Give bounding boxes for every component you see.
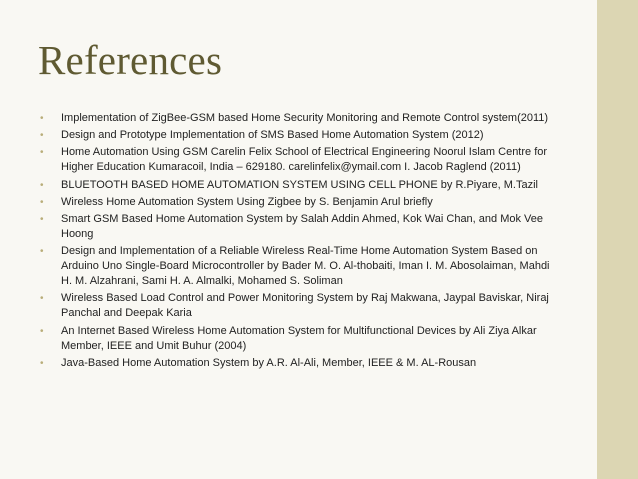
reference-text: An Internet Based Wireless Home Automation System for Multifunctional Devices by Ali Ziya Alkar Member, IEEE and Umit Buhur (2004) (61, 324, 537, 352)
reference-text: Wireless Home Automation System Using Zigbee by S. Benjamin Arul briefly (61, 195, 433, 208)
bullet-icon: • (40, 130, 44, 142)
reference-text: BLUETOOTH BASED HOME AUTOMATION SYSTEM USING CELL PHONE by R.Piyare, M.Tazil (61, 178, 538, 191)
bullet-icon: • (40, 293, 44, 305)
bullet-icon: • (40, 179, 44, 191)
reference-item (40, 111, 560, 126)
reference-item (40, 244, 560, 289)
reference-item (40, 324, 560, 354)
reference-text: Wireless Based Load Control and Power Monitoring System by Raj Makwana, Jaypal Baviskar, Niraj Panchal and Deepak Karia (61, 292, 549, 320)
accent-bar (597, 0, 638, 479)
bullet-icon: • (40, 246, 44, 258)
reference-item (40, 356, 560, 371)
reference-text: Implementation of ZigBee-GSM based Home Security Monitoring and Remote Control system(2011) (61, 112, 549, 124)
reference-item (40, 128, 560, 143)
reference-text: Java-Based Home Automation System by A.R. Al-Ali, Member, IEEE & M. AL-Rousan (61, 356, 477, 369)
bullet-icon: • (40, 213, 44, 225)
reference-item (40, 212, 560, 242)
reference-item (40, 145, 560, 175)
reference-item (40, 291, 560, 321)
reference-item (40, 195, 560, 210)
reference-text: Design and Prototype Implementation of SMS Based Home Automation System (2012) (61, 129, 484, 142)
bullet-icon: • (40, 357, 44, 369)
bullet-icon: • (40, 325, 44, 337)
reference-text: Design and Implementation of a Reliable Wireless Real-Time Home Automation System Based on Arduino Uno Single-Board Microcontroller by Bader M. O. Al-thobaiti, Iman I. M. Abosolaiman, Mahdi H. M. Alzahrani, Sami H. A. Almalki, Mohamed S. Soliman (61, 245, 550, 288)
reference-list (40, 111, 560, 373)
bullet-icon: • (40, 113, 44, 124)
reference-text: Smart GSM Based Home Automation System by Salah Addin Ahmed, Kok Wai Chan, and Mok Vee Hoong (61, 212, 544, 240)
reference-item (40, 178, 560, 193)
slide-title: References (38, 37, 223, 83)
reference-text: Home Automation Using GSM Carelin Felix School of Electrical Engineering Noorul Islam Centre for Higher Education Kumaracoil, India – 629180. carelinfelix@ymail.com I. Jacob Raglend (2011) (61, 146, 548, 174)
bullet-icon: • (40, 196, 44, 208)
bullet-icon: • (40, 147, 44, 159)
